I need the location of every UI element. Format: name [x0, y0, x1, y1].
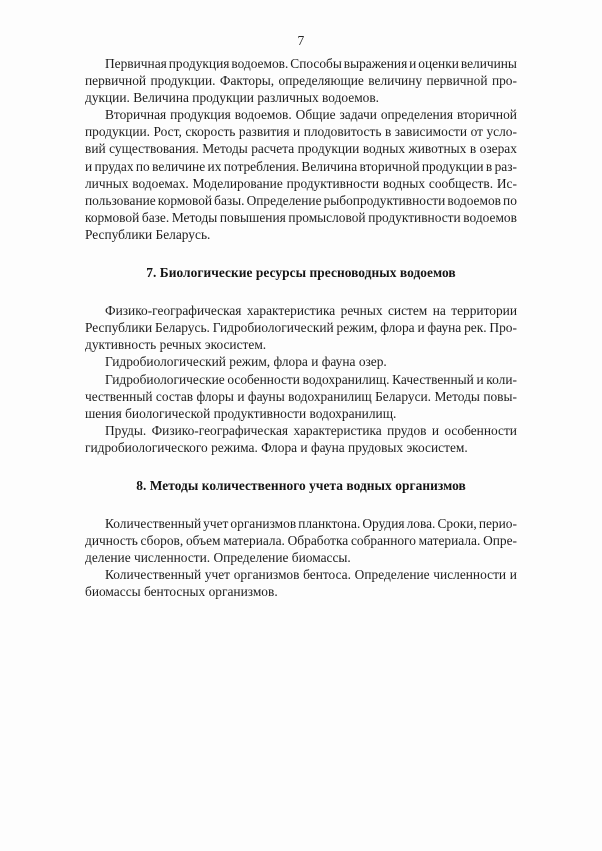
text-line: [85, 55, 517, 72]
word: определения: [380, 107, 454, 123]
word: водохранилищ: [288, 388, 372, 404]
text-line: [85, 158, 517, 175]
word: собранного: [350, 533, 416, 549]
word: плодовитость: [303, 124, 382, 140]
word: Пруды.: [105, 422, 147, 438]
word: Определение: [246, 192, 322, 208]
text-line: [85, 106, 517, 123]
page-number: 7: [297, 33, 305, 48]
heading-spacer-top: [85, 456, 517, 477]
word: Методы: [202, 141, 248, 157]
word: величину: [368, 73, 423, 89]
text-line: [85, 319, 517, 336]
word: сборов,: [140, 533, 184, 549]
word: животных: [408, 141, 467, 157]
paragraph-lakes: [85, 353, 517, 370]
word: и: [509, 567, 517, 583]
word: водохранилищ.: [302, 371, 390, 387]
word: чественный: [85, 388, 153, 404]
word: планктона.: [298, 516, 361, 532]
word: развития: [238, 124, 290, 140]
word: и: [293, 124, 301, 140]
word: бентоса.: [303, 567, 351, 583]
word: Гидробиологический: [212, 320, 334, 336]
word: в: [485, 158, 493, 174]
word: характеристика: [293, 422, 382, 438]
word: первичной: [426, 73, 488, 89]
paragraph-secondary-production: [85, 106, 517, 243]
word: и: [417, 320, 425, 336]
word: организмов: [233, 567, 300, 583]
word: Методы: [171, 209, 218, 225]
word: потребления.: [223, 158, 300, 174]
word: Количественный: [105, 516, 202, 532]
word: продукция: [170, 107, 231, 123]
word: Гидробиологические: [105, 371, 225, 387]
text-line: [85, 72, 517, 89]
word: определяющие: [278, 73, 364, 89]
word: и: [431, 422, 440, 438]
word: личных: [85, 175, 129, 191]
word: Про-: [489, 320, 517, 336]
text-line: [85, 422, 517, 439]
word: организмов: [230, 516, 297, 532]
heading-spacer-bottom: [85, 281, 517, 302]
word: кормовой: [85, 209, 140, 225]
text-line: [85, 209, 517, 226]
word: Величина: [301, 158, 358, 174]
word: вий: [85, 141, 106, 157]
word: учет: [203, 516, 229, 532]
word: Определение: [354, 567, 430, 583]
text-line: дукции. Величина продукции различных водоемов.: [85, 90, 380, 106]
word: и: [409, 56, 417, 71]
heading-section-7: 7. Биологические ресурсы пресноводных водоемов: [146, 265, 456, 281]
word: Сроки,: [437, 516, 477, 532]
word: Вторичная: [105, 107, 167, 123]
word: выражения: [343, 56, 408, 71]
text-line: [85, 175, 517, 192]
word: дичность: [85, 533, 138, 549]
word: Ис-: [496, 175, 517, 191]
text-line: [85, 566, 517, 583]
paragraph-ponds: [85, 422, 517, 456]
word: продукции.: [150, 73, 216, 89]
word: Качественный: [392, 371, 474, 387]
word: оценки: [418, 56, 459, 71]
word: флора: [380, 320, 415, 336]
word: прудах: [94, 158, 134, 174]
word: особенности: [227, 371, 300, 387]
word: задачи: [339, 107, 377, 123]
word: продуктивности: [368, 209, 461, 225]
word: водных: [362, 141, 406, 157]
paragraph-benthos-count: [85, 566, 517, 600]
word: расчета: [251, 141, 295, 157]
word: повы-: [483, 388, 517, 404]
word: материала.: [223, 533, 285, 549]
word: водоемов: [463, 209, 517, 225]
text-line: [85, 532, 517, 549]
word: продукция: [168, 56, 230, 71]
word: Беларуси.: [375, 388, 432, 404]
word: Способы: [290, 56, 342, 71]
text-line: деление численности. Определение биомассы.: [85, 550, 351, 566]
document-body: [85, 55, 517, 601]
word: Обработка: [287, 533, 349, 549]
word: территории: [451, 303, 517, 319]
word: продукции.: [85, 124, 151, 140]
word: по: [135, 158, 150, 174]
text-line: [85, 388, 517, 405]
word: про-: [491, 73, 517, 89]
word: Физико-географическая: [105, 303, 242, 319]
word: Общие: [295, 107, 336, 123]
word: материала.: [418, 533, 481, 549]
word: продукции: [421, 158, 484, 174]
word: учет: [204, 567, 231, 583]
text-line: Республики Беларусь.: [85, 226, 211, 242]
word: Первичная: [105, 56, 167, 71]
word: Моделирование: [192, 175, 283, 191]
word: Физико-географическая: [151, 422, 289, 438]
word: водоемов: [447, 192, 501, 208]
word: озерах: [479, 141, 517, 157]
word: речных: [340, 303, 383, 319]
word: Опре-: [483, 533, 517, 549]
word: продуктивности: [286, 175, 380, 191]
word: их: [207, 158, 222, 174]
word: существования.: [109, 141, 199, 157]
text-line: биомассы бентосных организмов.: [85, 584, 278, 600]
word: сообществ.: [428, 175, 494, 191]
word: скорость: [185, 124, 236, 140]
text-line: [85, 515, 517, 532]
word: усло-: [486, 124, 517, 140]
word: рыбопродуктивности: [323, 192, 446, 208]
word: раз-: [494, 158, 517, 174]
word: повышения: [219, 209, 286, 225]
word: величине: [152, 158, 206, 174]
word: Республики: [85, 320, 153, 336]
word: на: [432, 303, 446, 319]
text-line: [85, 123, 517, 140]
word: численности: [433, 567, 507, 583]
text-line: дуктивность речных экосистем.: [85, 337, 267, 353]
word: систем: [387, 303, 428, 319]
text-line: [85, 371, 517, 388]
heading-spacer-top: [85, 243, 517, 264]
word: Беларусь.: [155, 320, 210, 336]
word: лова.: [406, 516, 436, 532]
heading-spacer-bottom: [85, 494, 517, 515]
word: объем: [185, 533, 221, 549]
word: Факторы,: [219, 73, 275, 89]
word: первичной: [85, 73, 147, 89]
word: пользование: [85, 192, 156, 208]
word: водоемах.: [132, 175, 189, 191]
word: характеристика: [246, 303, 336, 319]
word: и: [85, 158, 93, 174]
word: и: [237, 388, 245, 404]
word: промысловой: [288, 209, 366, 225]
word: фауны: [247, 388, 285, 404]
word: по: [503, 192, 517, 208]
word: продукции: [297, 141, 360, 157]
text-line: гидробиологического режима. Флора и фауна прудовых экосистем.: [85, 439, 468, 455]
word: зависимости: [394, 124, 468, 140]
text-line: шения биологической продуктивности водохранилищ.: [85, 405, 397, 421]
word: водных: [382, 175, 426, 191]
word: Количественный: [105, 567, 202, 583]
word: состав: [155, 388, 194, 404]
word: и: [476, 371, 484, 387]
word: от: [470, 124, 483, 140]
word: водоемов.: [231, 56, 289, 71]
word: коли-: [486, 371, 517, 387]
text-line: [85, 140, 517, 157]
word: кормовой: [157, 192, 213, 208]
word: Методы: [434, 388, 480, 404]
text-line: [85, 302, 517, 319]
word: режим,: [336, 320, 378, 336]
paragraph-reservoirs: [85, 371, 517, 422]
word: прудов: [387, 422, 427, 438]
word: базы.: [214, 192, 245, 208]
word: в: [469, 141, 477, 157]
word: вторичной: [359, 158, 420, 174]
word: фауна: [427, 320, 462, 336]
heading-section-8: 8. Методы количественного учета водных организмов: [136, 477, 466, 493]
word: вторичной: [456, 107, 517, 123]
word: перио-: [478, 516, 517, 532]
text-line: Гидробиологический режим, флора и фауна озер.: [105, 354, 387, 370]
paragraph-primary-production: [85, 55, 517, 106]
word: Рост,: [153, 124, 182, 140]
word: величины: [460, 56, 517, 71]
paragraph-plankton-count: [85, 515, 517, 566]
paragraph-river-systems: [85, 302, 517, 353]
word: водоемов.: [234, 107, 292, 123]
text-line: [85, 192, 517, 209]
word: особенности: [444, 422, 517, 438]
word: в: [384, 124, 392, 140]
word: Орудия: [362, 516, 405, 532]
word: флоры: [196, 388, 234, 404]
word: базе.: [141, 209, 170, 225]
word: рек.: [464, 320, 487, 336]
